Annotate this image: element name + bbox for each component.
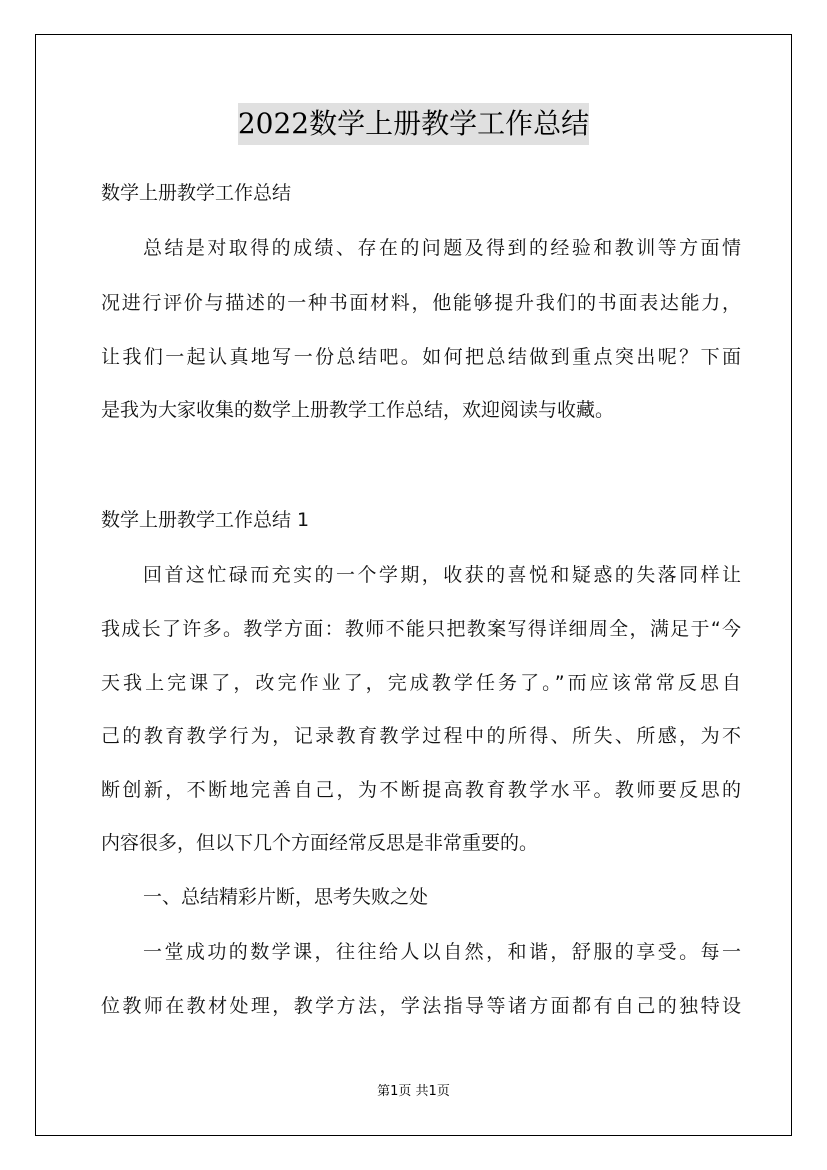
paragraph-line: 断创新，不断地完善自己，为不断提高教育教学水平。教师要反思的 (101, 779, 741, 801)
paragraph-line: 我成长了许多。教学方面：教师不能只把教案写得详细周全，满足于“今 (101, 618, 741, 640)
paragraph-line: 天我上完课了，改完作业了，完成教学任务了。”而应该常常反思自 (101, 672, 741, 694)
point-heading: 一、总结精彩片断，思考失败之处 (143, 886, 429, 908)
document-title-wrap (0, 103, 827, 145)
intro-line: 总结是对取得的成绩、存在的问题及得到的经验和教训等方面情 (143, 237, 741, 259)
section-heading: 数学上册教学工作总结 1 (101, 509, 310, 531)
page-footer: 第1页 共1页 (377, 1084, 450, 1099)
intro-line: 是我为大家收集的数学上册教学工作总结，欢迎阅读与收藏。 (101, 399, 615, 421)
paragraph-line: 回首这忙碌而充实的一个学期，收获的喜悦和疑惑的失落同样让 (143, 564, 741, 586)
paragraph-line: 内容很多，但以下几个方面经常反思是非常重要的。 (101, 832, 539, 854)
intro-line: 况进行评价与描述的一种书面材料，他能够提升我们的书面表达能力， (101, 292, 741, 314)
paragraph-line: 位教师在教材处理，教学方法，学法指导等诸方面都有自己的独特设 (101, 995, 741, 1017)
paragraph-line: 一堂成功的数学课，往往给人以自然，和谐，舒服的享受。每一 (143, 941, 741, 963)
subtitle: 数学上册教学工作总结 (101, 182, 292, 204)
intro-line: 让我们一起认真地写一份总结吧。如何把总结做到重点突出呢？下面 (101, 346, 741, 368)
paragraph-line: 己的教育教学行为，记录教育教学过程中的所得、所失、所感，为不 (101, 725, 741, 747)
document-title: 2022数学上册教学工作总结 (238, 103, 589, 145)
